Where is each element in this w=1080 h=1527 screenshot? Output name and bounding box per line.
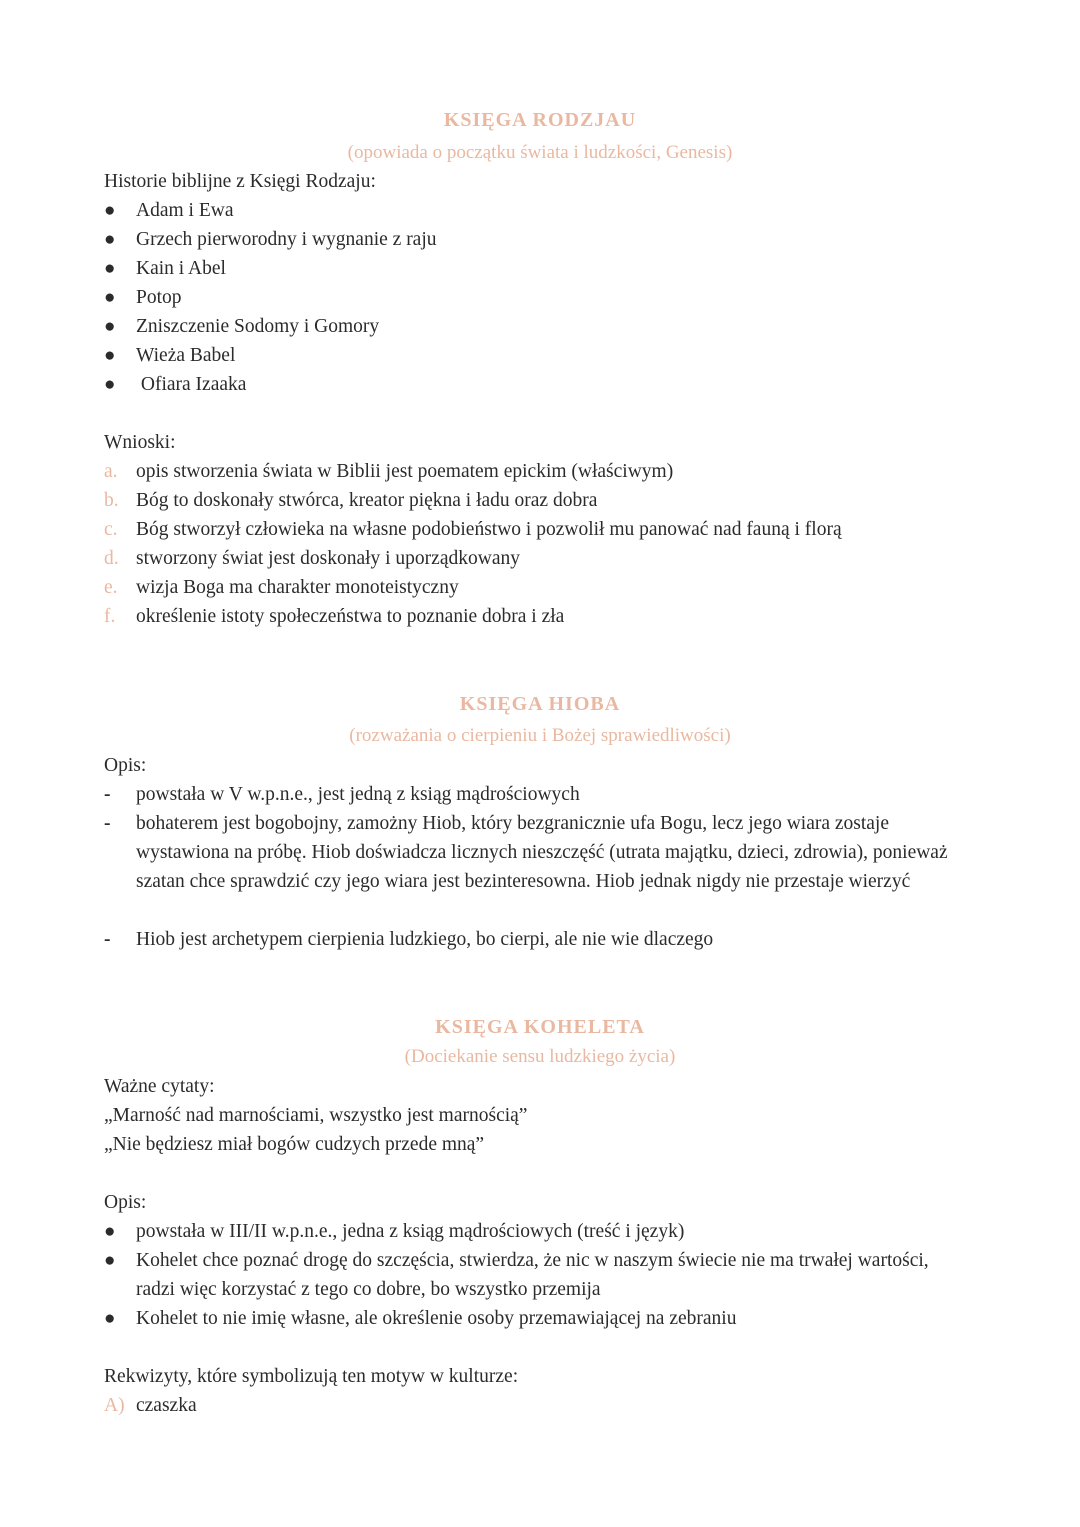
section-subtitle-kohelet: (Dociekanie sensu ludzkiego życia) — [404, 1046, 676, 1067]
list-item: a. opis stworzenia świata w Biblii jest poematem epickim (właściwym) — [104, 461, 674, 482]
list-item: ● Wieża Babel — [104, 345, 236, 366]
list-item: - Hiob jest archetypem cierpienia ludzkiego, bo cierpi, ale nie wie dlaczego — [104, 929, 714, 950]
list-item: ● Zniszczenie Sodomy i Gomory — [104, 316, 380, 337]
list-item: e. wizja Boga ma charakter monoteistyczny — [104, 577, 459, 598]
list-item: - bohaterem jest bogobojny, zamożny Hiob, który bezgranicznie ufa Bogu, lecz jego wiara zostaje wystawiona na próbę. Hiob doświadcza licznych nieszczęść (utrata majątku, dzieci, zdrowia), ponieważ szatan chce sprawdzić czy jego wiara jest bezinteresowna. Hiob jednak nigdy nie przestaje wierzyć — [104, 813, 948, 892]
props-label: Rekwizyty, które symbolizują ten motyw w kulturze: — [104, 1366, 519, 1387]
list-item: d. stworzony świat jest doskonały i uporządkowany — [104, 548, 520, 569]
quotes-label: Ważne cytaty: — [104, 1076, 215, 1097]
list-item: ● powstała w III/II w.p.n.e., jedna z ksiąg mądrościowych (treść i język) — [104, 1221, 685, 1242]
quote: „Marność nad marnościami, wszystko jest marnością” — [104, 1105, 528, 1126]
section-title-rodzaj: KSIĘGA RODZJAU — [443, 109, 637, 131]
conclusions-label: Wnioski: — [104, 432, 176, 453]
list-item: ● Kohelet chce poznać drogę do szczęścia, stwierdza, że nic w naszym świecie nie ma trwałej wartości, radzi więc korzystać z tego co dobre, bo wszystko przemija — [104, 1250, 929, 1300]
stories-intro: Historie biblijne z Księgi Rodzaju: — [104, 171, 376, 192]
list-item: b. Bóg to doskonały stwórca, kreator piękna i ładu oraz dobra — [104, 490, 598, 511]
list-item: - powstała w V w.p.n.e., jest jedną z ksiąg mądrościowych — [104, 784, 580, 805]
section-title-kohelet: KSIĘGA KOHELETA — [435, 1016, 645, 1038]
list-item: c. Bóg stworzył człowieka na własne podobieństwo i pozwolił mu panować nad fauną i florą — [104, 519, 842, 540]
section-subtitle-hiob: (rozważania o cierpieniu i Bożej sprawiedliwości) — [349, 725, 731, 746]
list-item: ● Grzech pierworodny i wygnanie z raju — [104, 229, 437, 250]
list-item: ● Potop — [104, 287, 182, 308]
section-title-hiob: KSIĘGA HIOBA — [459, 693, 621, 715]
list-item: ● Adam i Ewa — [104, 200, 234, 221]
list-item: f. określenie istoty społeczeństwa to poznanie dobra i zła — [104, 606, 565, 627]
opis-label-kohelet: Opis: — [104, 1192, 147, 1213]
list-item: A) czaszka — [104, 1395, 197, 1416]
section-subtitle-rodzaj: (opowiada o początku świata i ludzkości, Genesis) — [347, 142, 733, 163]
quote: „Nie będziesz miał bogów cudzych przede mną” — [104, 1134, 485, 1155]
opis-label-hiob: Opis: — [104, 755, 147, 776]
list-item: ● Kohelet to nie imię własne, ale określenie osoby przemawiającej na zebraniu — [104, 1308, 737, 1329]
list-item: ● Kain i Abel — [104, 258, 226, 279]
list-item: ● Ofiara Izaaka — [104, 374, 247, 395]
